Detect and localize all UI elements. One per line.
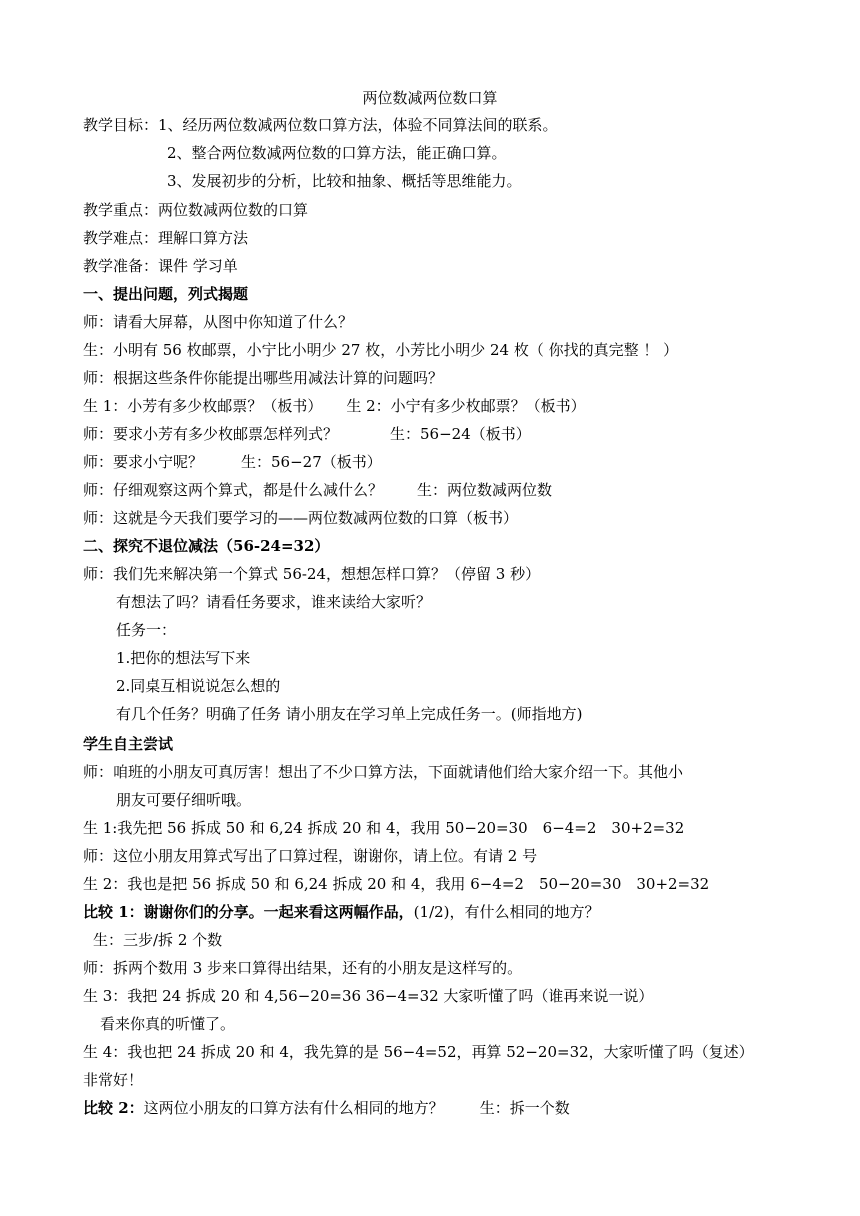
dialogue-line: 师：咱班的小朋友可真厉害！想出了不少口算方法，下面就请他们给大家介绍一下。其他小: [83, 763, 684, 781]
teacher-question: 师：仔细观察这两个算式，都是什么减什么？: [83, 481, 384, 499]
teacher-question: 师：要求小宁呢？: [83, 453, 204, 471]
section3-heading: 学生自主尝试: [83, 735, 174, 753]
difficulty: 教学难点：理解口算方法: [83, 229, 249, 247]
dialogue-line: 师：这就是今天我们要学习的——两位数减两位数的口算（板书）: [83, 509, 519, 527]
page-title: 两位数减两位数口算: [362, 89, 498, 107]
comparison-1: [83, 902, 600, 922]
task-item: 2.同桌互相说说怎么想的: [116, 677, 281, 695]
dialogue-line: 看来你真的听懂了。: [100, 1015, 236, 1033]
teacher-question: 师：要求小芳有多少枚邮票怎样列式？: [83, 425, 339, 443]
task-item: 1.把你的想法写下来: [116, 649, 251, 667]
dialogue-line: 有几个任务？明确了任务 请小朋友在学习单上完成任务一。(师指地方): [116, 705, 583, 723]
dialogue-line: 生：三步/拆 2 个数: [93, 931, 223, 949]
key-point: 教学重点：两位数减两位数的口算: [83, 201, 309, 219]
student1-question: 生 1：小芳有多少枚邮票？（板书）: [83, 397, 323, 415]
comparison-2-question: 这两位小朋友的口算方法有什么相同的地方？: [143, 1099, 444, 1117]
dialogue-line: 师：我们先来解决第一个算式 56-24，想想怎样口算？（停留 3 秒）: [83, 565, 541, 583]
dialogue-line: 非常好！: [83, 1071, 144, 1089]
dialogue-line: 生 3：我把 24 拆成 20 和 4,56−20=36 36−4=32 大家听懂了吗（谁再来说一说）: [83, 987, 654, 1005]
goal-item-3: 3、发展初步的分析，比较和抽象、概括等思维能力。: [167, 172, 522, 190]
dialogue-line: 师：请看大屏幕，从图中你知道了什么？: [83, 313, 354, 331]
dialogue-line: 师：根据这些条件你能提出哪些用减法计算的问题吗？: [83, 369, 444, 387]
teaching-goals: [83, 115, 558, 135]
student-answer: 生：两位数减两位数: [417, 481, 553, 499]
section1-heading: 一、提出问题，列式揭题: [83, 285, 249, 303]
dialogue-line: 师：拆两个数用 3 步来口算得出结果，还有的小朋友是这样写的。: [83, 959, 523, 977]
dialogue-line: 师：这位小朋友用算式写出了口算过程，谢谢你，请上位。有请 2 号: [83, 847, 538, 865]
comparison-2: [83, 1098, 570, 1118]
student-answer: 生：拆一个数: [479, 1099, 570, 1117]
dialogue-line: [83, 452, 382, 472]
dialogue-line: 生 1:我先把 56 拆成 50 和 6,24 拆成 20 和 4，我用 50−20=30 6−4=2 30+2=32: [83, 819, 685, 837]
comparison-1-question: (1/2)，有什么相同的地方？: [413, 903, 600, 921]
student-answer: 生：56−27（板书）: [241, 453, 382, 471]
goal-item-1: 1、经历两位数减两位数口算方法，体验不同算法间的联系。: [158, 116, 558, 134]
section2-heading: 二、探究不退位减法（56-24=32）: [83, 537, 330, 555]
student2-question: 生 2：小宁有多少枚邮票？（板书）: [346, 397, 586, 415]
student-answer: 生：56−24（板书）: [390, 425, 531, 443]
task-label: 任务一：: [116, 621, 177, 639]
dialogue-line: 生：小明有 56 枚邮票，小宁比小明少 27 枚，小芳比小明少 24 枚（ 你找的真完整 ！ ）: [83, 341, 679, 359]
comparison-1-lead: 比较 1：谢谢你们的分享。一起来看这两幅作品，: [83, 903, 414, 921]
dialogue-line: [83, 480, 552, 500]
dialogue-line: [83, 396, 586, 416]
comparison-2-lead: 比较 2：: [83, 1099, 144, 1117]
dialogue-line: [83, 424, 531, 444]
goal-item-2: 2、整合两位数减两位数的口算方法，能正确口算。: [167, 144, 507, 162]
dialogue-line: 有想法了吗？请看任务要求，谁来读给大家听？: [116, 593, 432, 611]
dialogue-line: 生 4：我也把 24 拆成 20 和 4，我先算的是 56−4=52，再算 52−20=32，大家听懂了吗（复述）: [83, 1043, 754, 1061]
dialogue-line: 朋友可要仔细听哦。: [116, 791, 252, 809]
preparation: 教学准备：课件 学习单: [83, 257, 238, 275]
goals-label: 教学目标：: [83, 116, 159, 134]
dialogue-line: 生 2：我也是把 56 拆成 50 和 6,24 拆成 20 和 4，我用 6−4=2 50−20=30 30+2=32: [83, 875, 710, 893]
